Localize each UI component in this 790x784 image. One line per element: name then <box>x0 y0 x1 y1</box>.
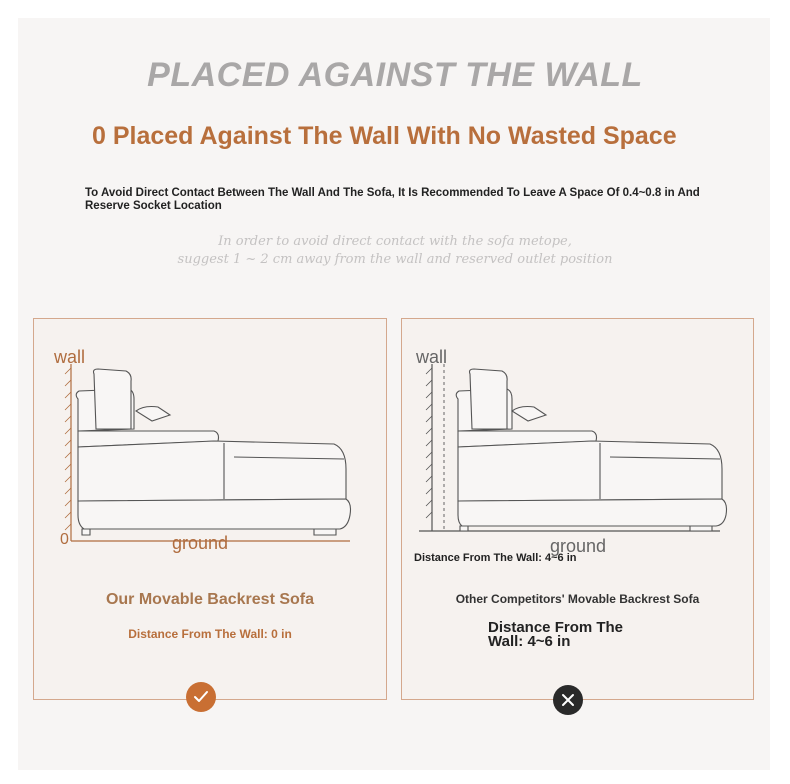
sofa-drawing <box>76 369 350 535</box>
sofa-drawing <box>456 369 726 531</box>
wall-label: wall <box>416 347 448 367</box>
competitor-sofa-distance: Distance From The Wall: 4~6 in <box>488 619 624 650</box>
our-sofa-illustration <box>34 319 388 701</box>
our-sofa-distance: Distance From The Wall: 0 in <box>128 627 292 641</box>
page-title: PLACED AGAINST THE WALL <box>147 56 643 94</box>
competitor-gap-label: Distance From The Wall: 4~6 in <box>414 552 577 564</box>
faint-line-2: suggest 1 ~ 2 cm away from the wall and reserved outlet position <box>177 252 613 267</box>
ground-label: ground <box>172 533 229 553</box>
faint-description <box>0 233 790 269</box>
competitor-sofa-panel <box>401 318 754 700</box>
ground-label: ground <box>550 536 607 556</box>
our-sofa-caption: Our Movable Backrest Sofa <box>105 591 315 608</box>
zero-gap-label: 0 <box>60 531 69 548</box>
check-icon <box>186 682 216 712</box>
page-subtitle: 0 Placed Against The Wall With No Wasted Space <box>92 122 677 150</box>
wall-label: wall <box>54 347 86 367</box>
faint-line-1: In order to avoid direct contact with the sofa metope, <box>218 234 572 249</box>
recommendation-note: To Avoid Direct Contact Between The Wall And The Sofa, It Is Recommended To Leave A Space Of 0.4~0.8 in And Reserve Socket Location <box>85 187 700 212</box>
competitor-sofa-caption: Other Competitors' Movable Backrest Sofa <box>455 592 700 606</box>
our-sofa-panel <box>33 318 387 700</box>
x-icon <box>553 685 583 715</box>
